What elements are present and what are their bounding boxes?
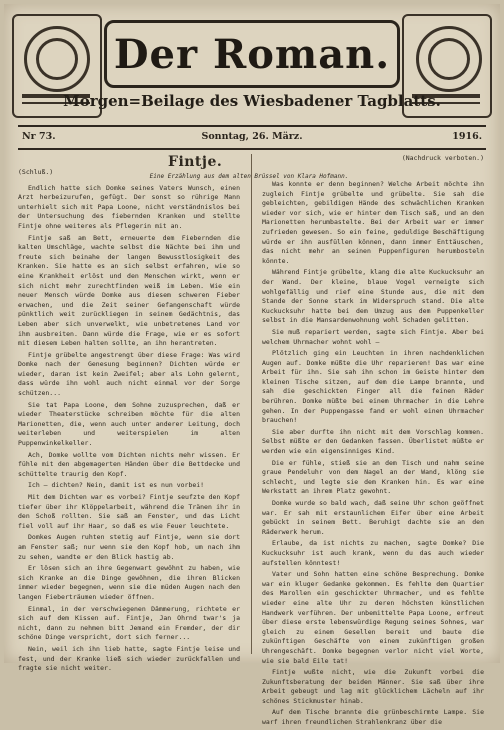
paragraph: Die er fühle, stieß sie an dem Tisch und nahm seine graue Pendeluhr von dem Nagel an der Wand, klöng sie schlecht, und legte sie dem Kranken hin. Es war eine Werkstatt an ihrem Platz gewohnt. <box>262 458 484 496</box>
issue-number: Nr 73. <box>22 131 56 142</box>
column-divider <box>251 154 252 654</box>
left-column-text <box>18 184 240 674</box>
paragraph: Sie tat Papa Loone, dem Sohne zuzusprechen, daß er wieder Theaterstücke schreiben möchte für die alten Marionetten, die, wenn auch unter anderer Leitung, doch weiterleben und weiterspielen im alten Puppenwinkelkeller. <box>18 400 240 448</box>
newspaper-title: Der Roman. <box>113 30 391 78</box>
reprint-notice: (Nachdruck verboten.) <box>401 154 484 162</box>
story-title: Fintje. <box>168 154 223 170</box>
paragraph: Domkes Augen ruhten stetig auf Fintje, wenn sie dort am Fenster saß; nur wenn sie den Kopf hob, um nach ihm zu sehen, wandte er den Blick hastig ab. <box>18 533 240 561</box>
paragraph: Mit dem Dichten war es vorbei? Fintje seufzte den Kopf tiefer über ihr Klöppelarbeit, während die Tränen ihr in den Schoß rollten. Sie saß am Fenster, und das Licht fiel voll auf ihr Haar, so daß es wie Feuer leuchtete. <box>18 493 240 530</box>
story-header-row <box>18 154 240 176</box>
paragraph: Nein, weil ich ihn lieb hatte, sagte Fintje leise und fest, und der Kranke ließ sich wieder zurückfallen und fragte sie nicht weiter. <box>18 644 240 673</box>
paragraph: Sie aber durfte ihn nicht mit dem Vorschlag kommen. Selbst müßte er den Gedanken fassen. Überlistet müßte er werden wie ein eigensinniges Kind. <box>262 427 484 456</box>
newspaper-subtitle: Morgen=Beilage des Wiesbadener Tagblatts. <box>63 92 441 110</box>
paragraph: Endlich hatte sich Domke seines Vaters Wunsch, einen Arzt herbeizurufen, gefügt. Der sonst so rührige Mann unterhielt sich mit Papa Loone, nicht verständnislos bei der Untersuchung des fiebernden Kranken und stellte Fintje ohne weiteres als Pflegerin mit an. <box>18 183 240 230</box>
paragraph: Erlaube, da ist nichts zu machen, sagte Domke? Die Kuckucksuhr ist auch krank, wenn du das auch wieder aufstellen könntest! <box>262 539 484 567</box>
paragraph: Domke wurde so bald wach, daß seine Uhr schon geöffnet war. Er sah mit erstaunlichem Eifer über eine Arbeit gebückt in seinem Bett. Beruhigt dachte sie an den Räderwerk herum. <box>262 499 484 536</box>
paragraph: Vater und Sohn hatten eine schöne Besprechung. Domke war ein kluger Gedanke gekommen. Es fehlte dem Quartier des Marollen ein geschickter Uhrmacher, und es fehlte wieder eine alte Uhr zu deren höchsten künstlichen Handwerk verführen. Der unbemittelte Papa Loone, erfreut über diese erste lebenswürdige Regung seines Sohnes, war gleich zu einem Gesellen bereit und baute die zukünftigen Geschäfte von einem zukünftigen großen Uhrengeschäft. Domke begegnen verlor nicht viel Worte, wie sie bald Eile tat! <box>262 570 484 665</box>
paragraph: Sie muß repariert werden, sagte sich Fintje. Aber bei welchem Uhrmacher wohnt wohl — <box>262 327 484 346</box>
masthead <box>12 10 492 118</box>
right-column <box>262 154 484 730</box>
paragraph: Plötzlich ging ein Leuchten in ihren nachdenklichen Augen auf. Domke müßte die Uhr reparieren! Das war eine Arbeit für ihn. Sie sah ihn schon im Geiste hinter dem kleinen Tische sitzen, auf dem die Lampe brannte, und sah die geschickten Finger all die feinen Räder berühren. Domke müßte bei einem Uhrmacher in die Lehre gehen. In der Puppengasse fand er wohl einen Uhrmacher brauchen! <box>262 349 484 425</box>
issue-year: 1916. <box>452 131 482 142</box>
left-column <box>18 154 349 676</box>
paragraph: Während Fintje grübelte, klang die alte Kuckucksuhr an der Wand. Der kleine, blaue Vogel verneigte sich wohlgefällig und rief eine Stunde aus, die mit dem Stande der Sonne stark im Widerspruch stand. Die alte Kuckucksuhr hatte bei dem Umzug aus dem Puppenkeller selbst in die Mansardenwohnung wohl Schaden gelitten. <box>262 268 484 325</box>
paragraph: Fintje saß am Bett, erneuerte dem Fiebernden die kalten Umschläge, wachte selbst die Nächte bei ihm und freute sich beinahe der langen Bewusstlosigkeit des Kranken. Sie hatte es an sich selbst erfahren, wie so eine Krankheit erlöst und den Menschen wirkt, wenn er sich nicht mehr zurechtfinden weiß im Leben. Wie ein neuer Mensch würde Domke aus diesem schweren Fieber erwachen, und die Zeit seiner Gefangenschaft würde pünktlich weit zurückliegen in seinem Gedächtnis, das Leben aber sich unverwelkt, wie unbetretenes Land vor ihm ausbreiten. Dann würde die Frage, wie er es sofort mit diesem Leben halten sollte, an ihn herantreten. <box>18 233 240 348</box>
paragraph: Was konnte er denn beginnen? Welche Arbeit möchte ihn zugleich Fintje grübelte und grübelte. Sie sah die gebleichten, gebildigen Hände des schwächlichen Kranken wieder vor sich, wie er hinter dem Tisch saß, und an den Marionetten herumbastelte. Bei der Arbeit war er immer zufrieden gewesen. So ein feine, geduldige Beschäftigung würde er ihn ausfüllen können, dann immer Enttäuschen, das nicht mehr an seinen Puppenfiguren herumbosteln könnte. <box>262 180 484 265</box>
title-box <box>104 20 400 88</box>
paragraph: Ich — dichten? Nein, damit ist es nun vorbei! <box>28 481 205 490</box>
story-subtitle: Eine Erzählung aus dem alten Brüssel von Klara Hofmann. <box>149 173 349 180</box>
right-header-row <box>262 154 484 180</box>
newspaper-page <box>4 4 500 727</box>
paragraph: Einmal, in der verschwiegenen Dämmerung, richtete er sich auf dem Kissen auf. Fintje, Jan Ohrnd twar's ja nicht, dann zu nehmen bitt Jemand ein Fremder, der dir schöne Dinge verspricht, dort sich ferner... <box>18 604 240 642</box>
paragraph: Fintje grübelte angestrengt über diese Frage: Was wird Domke nach der Genesung beginnen? Dichten würde er wieder, daran ist kein Zweifel; aber als Lohn gelernt, dass würde ihn wohl auch nicht einmal vor der Sorge schützen... <box>18 350 240 398</box>
top-rule <box>18 125 486 127</box>
issue-date: Sonntag, 26. März. <box>201 131 303 142</box>
paragraph: Auf dem Tische brannte die grünbeschirmte Lampe. Sie warf ihren freundlichen Strahlenkranz über die <box>262 708 484 727</box>
paragraph: Er lösen sich an ihre Gegenwart gewöhnt zu haben, wie sich Kranke an die Dinge gewöhnen, die ihren Blicken immer wieder begegnen, wenn sie die müden Augen nach den langen Fieberträumen wieder öffnen. <box>18 564 240 601</box>
continuation-tag: (Schluß.) <box>18 168 54 176</box>
issue-info-bar <box>22 131 482 145</box>
bottom-rule <box>18 148 486 150</box>
right-column-text <box>262 180 484 728</box>
paragraph: Fintje wußte nicht, wie die Zukunft vorbei die Zukunftsberatung der beiden Männer. Sie saß über ihre Arbeit gebeugt und lag mit glücklichem Lächeln auf ihr schönes Stickmuster hinab. <box>262 668 484 705</box>
paragraph: Ach, Domke wollte vom Dichten nichts mehr wissen. Er fühle mit den abgemagerten Händen über die Bettdecke und schüttelte traurig den Kopf. <box>18 450 240 478</box>
